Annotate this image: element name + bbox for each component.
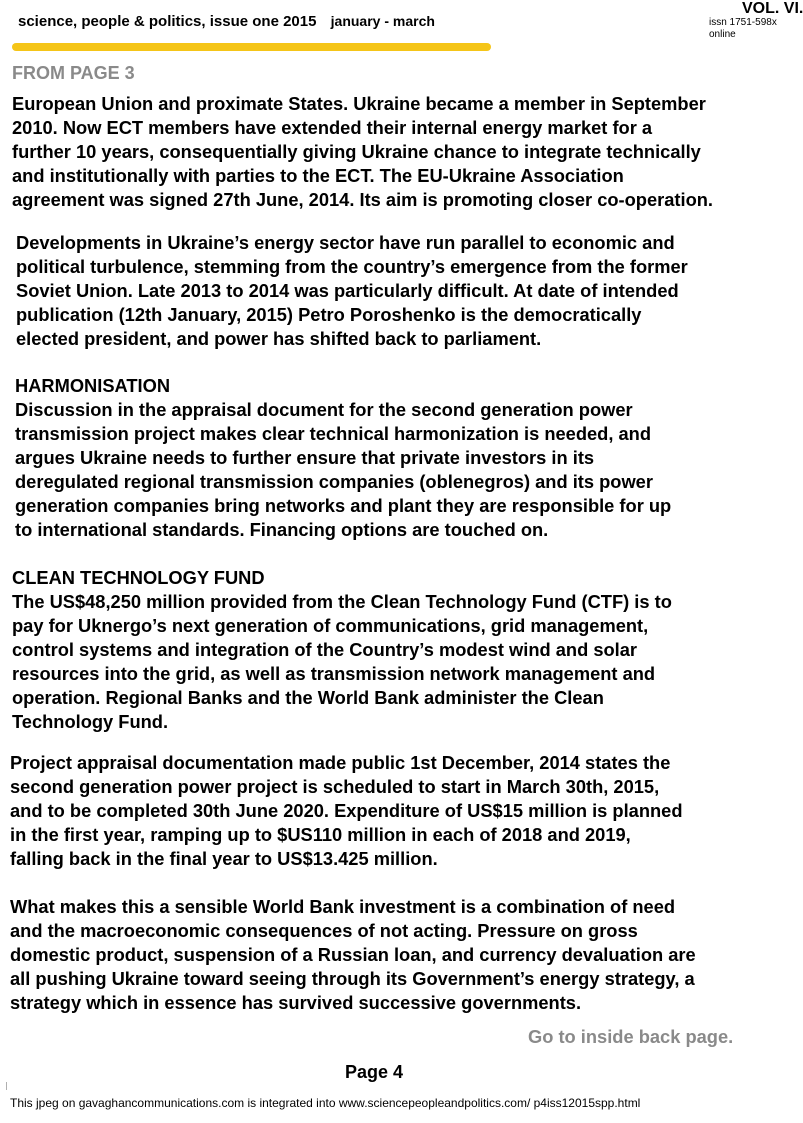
- issn-format: online: [709, 29, 736, 40]
- margin-tick: [6, 1082, 7, 1090]
- header-rule: [12, 43, 491, 51]
- article-paragraph-6: What makes this a sensible World Bank investment is a combination of need and the macroeconomic consequences of not acting. Pressure on gross domestic product, suspension of a Russian loan, and currency devaluation are all pushing Ukraine toward seeing through its Government’s energy strategy, a strategy which in essence has survived successive governments.: [10, 896, 696, 1013]
- issn-number: issn 1751-598x: [709, 17, 777, 28]
- issn-block: [709, 17, 777, 41]
- clean-technology-fund-section: CLEAN TECHNOLOGY FUND The US$48,250 million provided from the Clean Technology Fund (CTF) is to pay for Uknergo’s next generation of communications, grid management, control systems and integration of the Country’s modest wind and solar resources into the grid, as well as transmission network management and operation. Regional Banks and the World Bank administer the Clean Technology Fund.: [12, 567, 672, 732]
- page-number: Page 4: [345, 1062, 404, 1082]
- harmonisation-section: HARMONISATION Discussion in the appraisal document for the second generation power transmission project makes clear technical harmonization is needed, and argues Ukraine needs to further ensure that private investors in its deregulated regional transmission companies (oblenegros) and its power generation companies bring networks and plant they are responsible for up to international standards. Financing options are touched on.: [15, 375, 672, 540]
- article-paragraph-1: European Union and proximate States. Ukraine became a member in September 2010. Now ECT members have extended their internal energy market for a further 10 years, consequentially giving Ukraine chance to integrate technically and institutionally with parties to the ECT. The EU-Ukraine Association agreement was signed 27th June, 2014. Its aim is promoting closer co-operation.: [12, 93, 713, 210]
- publication-title: science, people & politics, issue one 2015: [18, 13, 317, 30]
- article-paragraph-5: Project appraisal documentation made public 1st December, 2014 states the second generation power project is scheduled to start in March 30th, 2015, and to be completed 30th June 2020. Expenditure of US$15 million is planned in the first year, ramping up to $US110 million in each of 2018 and 2019, falling back in the final year to US$13.425 million.: [10, 752, 683, 869]
- publication-header: [18, 13, 435, 30]
- continue-link[interactable]: Go to inside back page.: [528, 1026, 734, 1047]
- footer-note: This jpeg on gavaghancommunications.com is integrated into www.sciencepeopleandpolitics.com/ p4iss12015spp.html: [10, 1096, 641, 1110]
- from-page-label: FROM PAGE 3: [12, 63, 135, 83]
- article-paragraph-2: Developments in Ukraine’s energy sector have run parallel to economic and political turbulence, stemming from the country’s emergence from the former Soviet Union. Late 2013 to 2014 was particularly difficult. At date of intended publication (12th January, 2015) Petro Poroshenko is the democratically elected president, and power has shifted back to parliament.: [16, 232, 688, 349]
- volume-label: VOL. VI.: [742, 0, 803, 17]
- issue-period: january - march: [330, 13, 435, 29]
